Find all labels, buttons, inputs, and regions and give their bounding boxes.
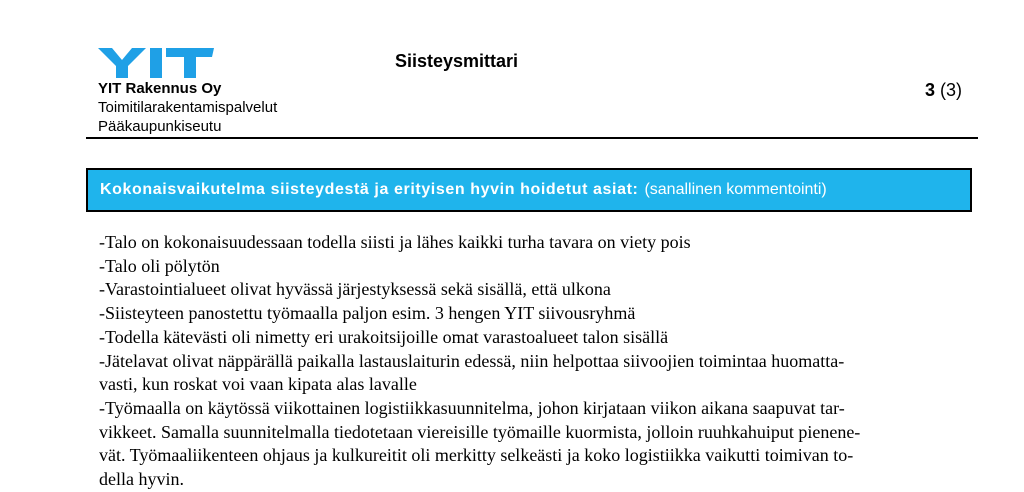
comment-line: -Varastointialueet olivat hyvässä järjestyksessä sekä sisällä, että ulkona xyxy=(99,279,611,300)
section-heading-banner xyxy=(86,168,972,212)
header-divider xyxy=(86,137,978,139)
comment-line: vikkeet. Samalla suunnitelmalla tiedotetaan viereisille työmaille kuormista, jolloin ruuhkahuiput pienene- xyxy=(99,421,861,442)
comment-line: -Jätelavat olivat näppärällä paikalla lastauslaiturin edessä, niin helpottaa siivoojien toimintaa huomatta- xyxy=(99,350,845,371)
page-number xyxy=(925,80,962,101)
company-name: YIT Rakennus Oy xyxy=(98,80,222,97)
comment-line: -Työmaalla on käytössä viikottainen logistiikkasuunnitelma, johon kirjataan viikon aikana saapuvat tar- xyxy=(99,397,845,418)
comment-line: -Siisteyteen panostettu työmaalla paljon esim. 3 hengen YIT siivousryhmä xyxy=(99,303,636,324)
department-line-2: Pääkaupunkiseutu xyxy=(98,118,222,135)
comment-list xyxy=(99,231,965,492)
comment-line: vasti, kun roskat voi vaan kipata alas lavalle xyxy=(99,374,417,395)
document-title: Siisteysmittari xyxy=(395,51,519,71)
yit-logo xyxy=(98,48,214,78)
comment-line: -Todella kätevästi oli nimetty eri urakoitsijoille omat varastoalueet talon sisällä xyxy=(99,326,669,347)
section-heading: Kokonaisvaikutelma siisteydestä ja erityisen hyvin hoidetut asiat: xyxy=(100,181,639,198)
page-total: (3) xyxy=(940,80,963,100)
section-heading-note: (sanallinen kommentointi) xyxy=(644,181,827,198)
comment-line: -Talo oli pölytön xyxy=(99,255,220,276)
comment-line: -Talo on kokonaisuudessaan todella siisti ja lähes kaikki turha tavara on viety pois xyxy=(99,232,691,252)
comment-line: della hyvin. xyxy=(99,469,184,490)
department-line-1: Toimitilarakentamispalvelut xyxy=(98,99,278,116)
comment-line: vät. Työmaaliikenteen ohjaus ja kulkureitit oli merkitty selkeästi ja koko logistiikka vaikutti toimivan to- xyxy=(99,445,854,466)
page-current: 3 xyxy=(925,80,936,100)
